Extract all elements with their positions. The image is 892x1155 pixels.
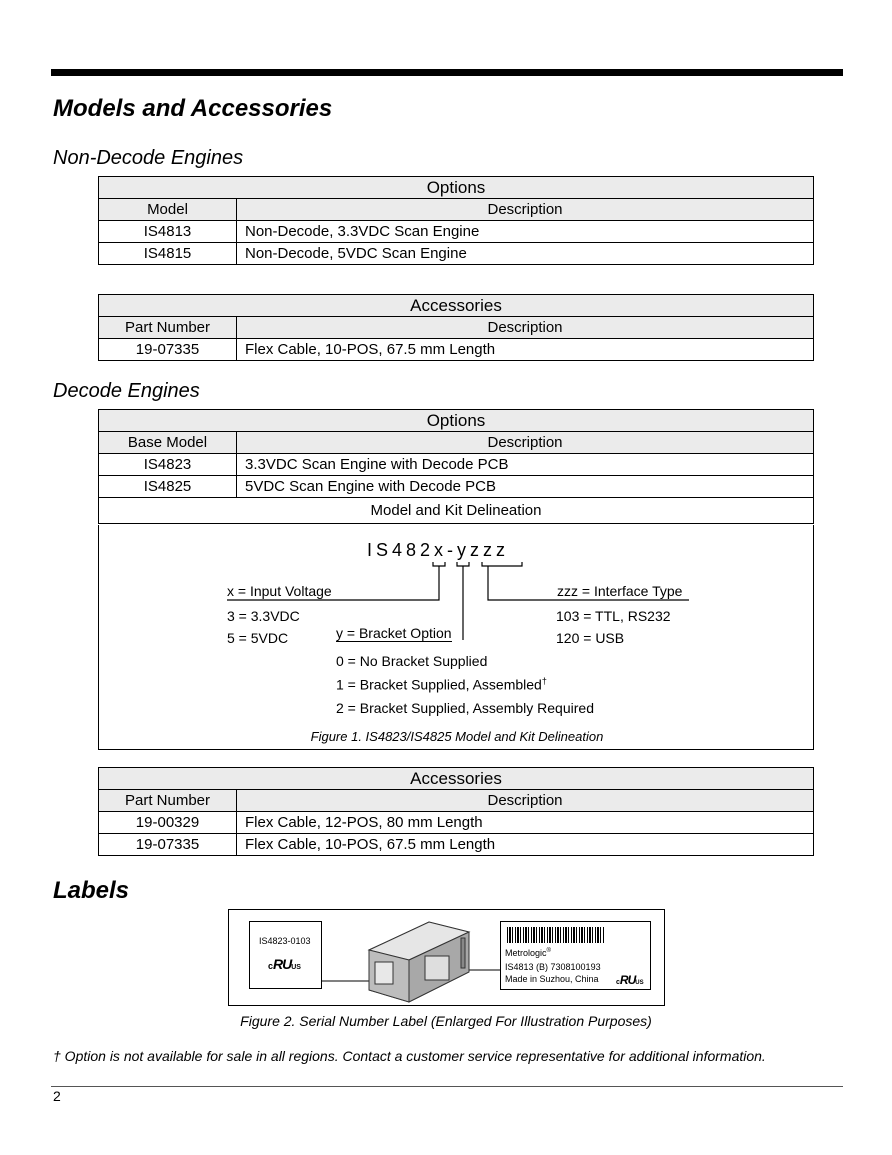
model-cell: IS4825 <box>99 476 237 498</box>
figure1-caption: Figure 1. IS4823/IS4825 Model and Kit Delineation <box>310 729 604 744</box>
table-title: Accessories <box>99 295 814 317</box>
y-option <box>336 676 547 693</box>
table-title: Accessories <box>99 768 814 790</box>
description-cell: 3.3VDC Scan Engine with Decode PCB <box>237 454 814 476</box>
table-row <box>99 339 814 361</box>
table-row <box>99 243 814 265</box>
column-header: Description <box>237 790 814 812</box>
origin-text: Made in Suzhou, China <box>505 974 599 984</box>
decode-heading: Decode Engines <box>53 380 200 402</box>
table-row <box>99 476 814 498</box>
x-label: x = Input Voltage <box>227 583 332 599</box>
delineation-figure <box>98 525 814 750</box>
description-cell: Non-Decode, 3.3VDC Scan Engine <box>237 221 814 243</box>
model-label <box>249 921 322 989</box>
non-decode-accessories-table <box>98 294 814 361</box>
ul-cert-icon: cRUUS <box>616 973 644 987</box>
description-cell: Flex Cable, 10-POS, 67.5 mm Length <box>237 339 814 361</box>
column-header: Description <box>237 432 814 454</box>
decode-options-table <box>98 409 814 524</box>
column-header: Description <box>237 317 814 339</box>
table-row <box>99 221 814 243</box>
model-code: IS482x-yzzz <box>367 540 510 560</box>
model-cell: IS4823 <box>99 454 237 476</box>
delineation-title: Model and Kit Delineation <box>99 498 814 524</box>
description-cell: 5VDC Scan Engine with Decode PCB <box>237 476 814 498</box>
figure2-caption: Figure 2. Serial Number Label (Enlarged For Illustration Purposes) <box>240 1013 652 1029</box>
description-cell: Flex Cable, 12-POS, 80 mm Length <box>237 812 814 834</box>
column-header: Description <box>237 199 814 221</box>
footnote: † Option is not available for sale in all regions. Contact a customer service representative for additional information. <box>53 1048 766 1064</box>
dagger-mark: † <box>541 676 547 686</box>
x-option: 5 = 5VDC <box>227 630 289 646</box>
decode-accessories-table <box>98 767 814 856</box>
table-title: Options <box>99 177 814 199</box>
page-number: 2 <box>53 1088 61 1104</box>
model-cell: IS4813 <box>99 221 237 243</box>
page-title: Models and Accessories <box>53 95 333 122</box>
y-option: 2 = Bracket Supplied, Assembly Required <box>336 700 594 716</box>
table-title: Options <box>99 410 814 432</box>
column-header: Base Model <box>99 432 237 454</box>
non-decode-heading: Non-Decode Engines <box>53 147 244 169</box>
x-option: 3 = 3.3VDC <box>227 608 300 624</box>
y-option: 0 = No Bracket Supplied <box>336 653 488 669</box>
top-rule <box>51 69 843 76</box>
ul-cert-icon: cRUUS <box>268 956 301 972</box>
y-label: y = Bracket Option <box>336 625 452 641</box>
model-label-text: IS4823-0103 <box>259 936 311 946</box>
y-bracket <box>457 562 469 566</box>
model-cell: IS4815 <box>99 243 237 265</box>
z-option: 120 = USB <box>556 630 625 646</box>
description-cell: Flex Cable, 10-POS, 67.5 mm Length <box>237 834 814 856</box>
part-number-cell: 19-07335 <box>99 339 237 361</box>
labels-heading: Labels <box>53 877 130 904</box>
footer-rule <box>51 1086 843 1087</box>
non-decode-options-table <box>98 176 814 265</box>
z-label: zzz = Interface Type <box>557 583 683 599</box>
part-number-cell: 19-00329 <box>99 812 237 834</box>
z-bracket <box>482 562 522 566</box>
column-header: Part Number <box>99 317 237 339</box>
serial-label-illustration <box>228 909 665 1006</box>
brand-text: Metrologic® <box>505 948 551 958</box>
x-bracket <box>433 562 445 566</box>
serial-number-text: IS4813 (B) 7308100193 <box>505 962 601 972</box>
description-cell: Non-Decode, 5VDC Scan Engine <box>237 243 814 265</box>
table-row <box>99 454 814 476</box>
barcode-icon <box>507 927 605 943</box>
table-row <box>99 834 814 856</box>
z-option: 103 = TTL, RS232 <box>556 608 671 624</box>
column-header: Part Number <box>99 790 237 812</box>
column-header: Model <box>99 199 237 221</box>
part-number-cell: 19-07335 <box>99 834 237 856</box>
serial-label <box>500 921 651 990</box>
table-row <box>99 812 814 834</box>
y-option-text: 1 = Bracket Supplied, Assembled <box>336 676 542 693</box>
